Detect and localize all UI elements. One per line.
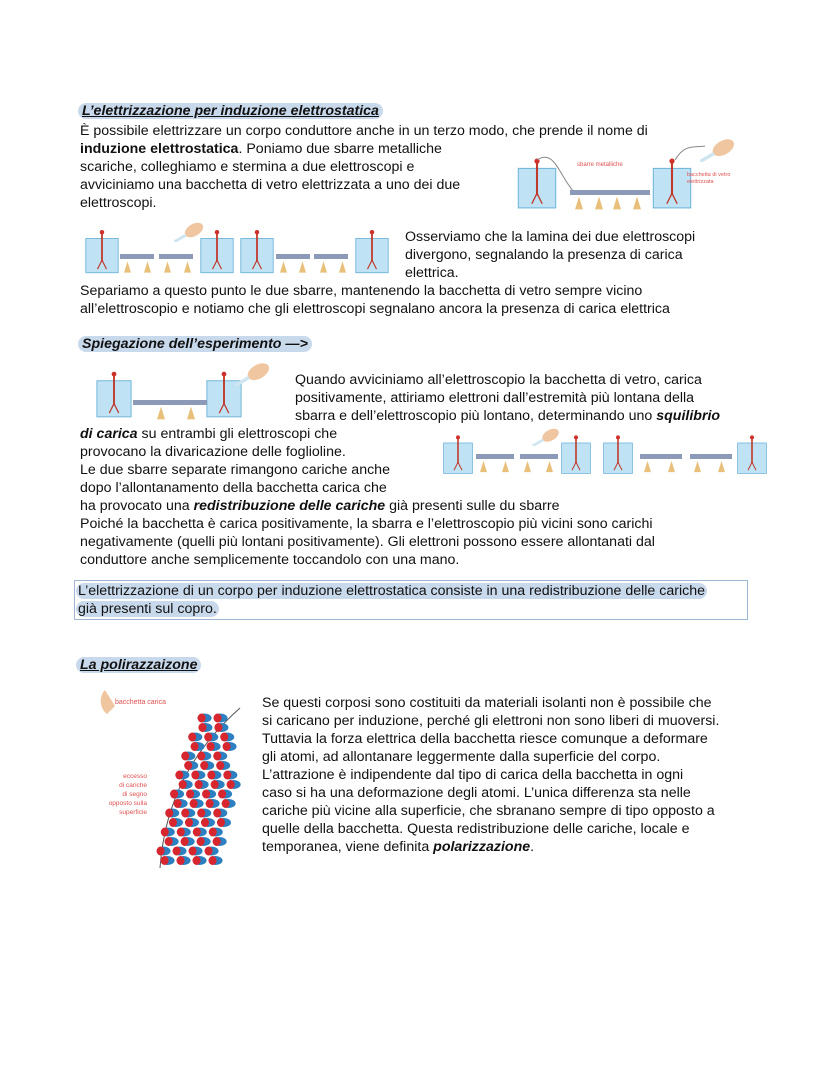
atom-charge [189, 847, 197, 856]
atom-charge [213, 752, 221, 761]
observation-paragraph: Osserviamo che la lamina dei due elettroscopi divergono, segnalando la presenza di carica elettrica. [405, 229, 696, 281]
atom-charge [193, 828, 201, 837]
atom-charge [190, 799, 198, 808]
separation-paragraph: Separiamo a questo punto le due sbarre, mantenendo la bacchetta di vetro sempre vicino all’elettroscopio e notiamo che gli elettroscopi segnalano ancora la presenza di carica elettrica [80, 283, 670, 317]
atom-charge [170, 790, 178, 799]
atom-charge [181, 837, 189, 846]
label-bars: sbarre metalliche [577, 162, 623, 168]
atom-charge [169, 818, 177, 827]
atom-charge [165, 837, 173, 846]
atom-charge [186, 790, 194, 799]
atom-charge [205, 847, 213, 856]
atom-charge [216, 761, 224, 770]
atom-charge [220, 733, 228, 742]
svg-text:di cariche: di cariche [119, 782, 147, 789]
explanation-paragraph: di carica su entrambi gli elettroscopi che provocano la divaricazione delle foglioline. Le due sbarre separate rimangono cariche anche dopo l’allontanamento della bacchetta carica che ha provocato una redistribuzione delle cariche già presenti sulle du sbarre Poiché la bacchetta è carica positivamente, la sbarra e l’elettroscopio più vicini sono carichi negativamente (quelli più lontani positivamente). Gli elettroni possono essere allontanati dal conduttore anche semplicemente toccandolo con una mano. [80, 426, 655, 568]
atom-charge [174, 799, 182, 808]
atom-charge [223, 742, 231, 751]
figure-electroscopes-connected [515, 138, 750, 213]
atom-charge [223, 771, 231, 780]
atom-charge [179, 780, 187, 789]
atom-charge [191, 742, 199, 751]
svg-text:di segno: di segno [122, 791, 147, 798]
atom-charge [173, 847, 181, 856]
figure-polarization [85, 688, 245, 868]
atom-charge [161, 856, 169, 865]
summary-text: L’elettrizzazione di un corpo per induzione elettrostatica consiste in una redistribuzione delle cariche già presenti sul copro. [78, 583, 705, 617]
atom-charge [181, 809, 189, 818]
figure-electroscopes-row [84, 222, 394, 278]
atom-charge [193, 856, 201, 865]
atom-charge [209, 828, 217, 837]
atom-charge [198, 723, 206, 732]
atom-charge [217, 818, 225, 827]
atom-charge [188, 733, 196, 742]
section-title-polarization: La polirazzaizone [76, 656, 201, 674]
atom-charge [181, 752, 189, 761]
atom-charge [175, 771, 183, 780]
atom-charge [200, 761, 208, 770]
atom-charge [218, 790, 226, 799]
atom-charge [214, 714, 222, 723]
atom-charge [211, 780, 219, 789]
label-rod: bacchetta di vetro [687, 172, 731, 178]
atom-charge [198, 714, 206, 723]
atom-charge [184, 761, 192, 770]
atom-charge [206, 799, 214, 808]
atom-charge [177, 856, 185, 865]
atom-charge [195, 780, 203, 789]
atom-charge [222, 799, 230, 808]
atom-charge [157, 847, 165, 856]
atom-charge [213, 837, 221, 846]
atom-charge [161, 828, 169, 837]
label-charged-rod: bacchetta carica [115, 699, 166, 706]
atom-charge [213, 809, 221, 818]
atom-charge [227, 780, 235, 789]
svg-text:superficie: superficie [119, 809, 147, 816]
svg-text:elettrizzata: elettrizzata [687, 179, 714, 185]
atom-charge [191, 771, 199, 780]
atom-charge [185, 818, 193, 827]
atom-charge [197, 837, 205, 846]
atom-charge [202, 790, 210, 799]
polarization-paragraph: Se questi corposi sono costituiti da materiali isolanti non è possibile che si caricano per induzione, perché gli elettroni non sono liberi di muoversi. Tuttavia la forza elettrica della bacchetta riesce comunque a deformare gli atomi, ad allontanare leggermente dalla superficie del corpo. L’attrazione è indipendente dal tipo di carica della bacchetta in ogni caso si ha una deformazione degli atomi. L’unica differenza sta nelle cariche più vicine alla superficie, che sbranano sempre di tipo opposto a quelle della bacchetta. Questa redistribuzione delle cariche, locale e temporanea, viene definita polarizzazione. [262, 695, 720, 855]
intro-paragraph: È possibile elettrizzare un corpo conduttore anche in un terzo modo, che prende il nome di induzione elettrostatica. Poniamo due sbarre metalliche scariche, colleghiamo e stermina a due elettroscopi e avviciniamo una bacchetta di vetro elettrizzata a uno dei due elettroscopi. [80, 123, 648, 211]
atom-charge [207, 771, 215, 780]
atom-charge [207, 742, 215, 751]
explanation-right-text: Quando avviciniamo all’elettroscopio la bacchetta di vetro, carica positivamente, attiriamo elettroni dall’estremità più lontana della sbarra e dell’elettroscopio più lontano, determinando uno squilibrio [295, 372, 721, 424]
figure-explanation-2 [442, 428, 772, 478]
atom-charge [197, 752, 205, 761]
atom-charge [197, 809, 205, 818]
atom-charge [214, 723, 222, 732]
figure-explanation-1 [95, 362, 275, 422]
atom-charge [165, 809, 173, 818]
atom-charge [177, 828, 185, 837]
section-title-explanation: Spiegazione dell’esperimento —> [78, 335, 312, 353]
section-title-induction: L’elettrizzazione per induzione elettrostatica [78, 102, 383, 120]
svg-text:opposto sulla: opposto sulla [108, 800, 147, 807]
svg-text:eccesso: eccesso [123, 773, 147, 780]
atom-charge [204, 733, 212, 742]
atom-charge [201, 818, 209, 827]
atom-charge [209, 856, 217, 865]
